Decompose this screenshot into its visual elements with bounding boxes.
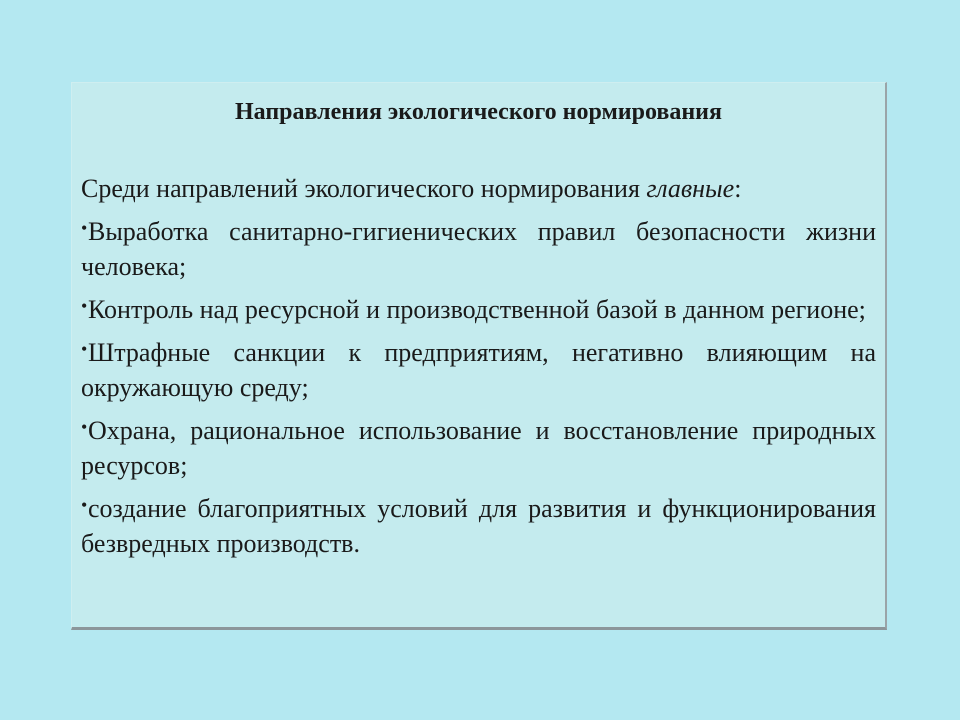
intro-text: Среди направлений экологического нормирования: [81, 174, 647, 203]
intro-emphasis: главные: [646, 174, 735, 203]
list-item-text: Выработка санитарно-гигиенических правил безопасности жизни человека;: [81, 217, 876, 281]
bullet-icon: •: [81, 218, 88, 238]
intro-paragraph: [81, 171, 876, 206]
content-textbox: [71, 82, 887, 630]
list-item-text: создание благоприятных условий для развития и функционирования безвредных производств.: [81, 494, 876, 558]
bullet-icon: •: [81, 339, 88, 359]
bullet-icon: •: [81, 296, 88, 316]
bullet-icon: •: [81, 495, 88, 515]
intro-suffix: :: [734, 174, 742, 203]
list-item: [81, 332, 876, 405]
list-item: [81, 488, 876, 561]
list-item: [81, 211, 876, 284]
list-item-text: Контроль над ресурсной и производственной базой в данном регионе;: [88, 295, 866, 324]
list-item: [81, 289, 876, 327]
list-item-text: Штрафные санкции к предприятиям, негативно влияющим на окружающую среду;: [81, 338, 876, 402]
list-item-text: Охрана, рациональное использование и восстановление природных ресурсов;: [81, 416, 876, 480]
slide-title: Направления экологического нормирования: [235, 99, 722, 125]
bullet-icon: •: [81, 417, 88, 437]
list-item: [81, 410, 876, 483]
